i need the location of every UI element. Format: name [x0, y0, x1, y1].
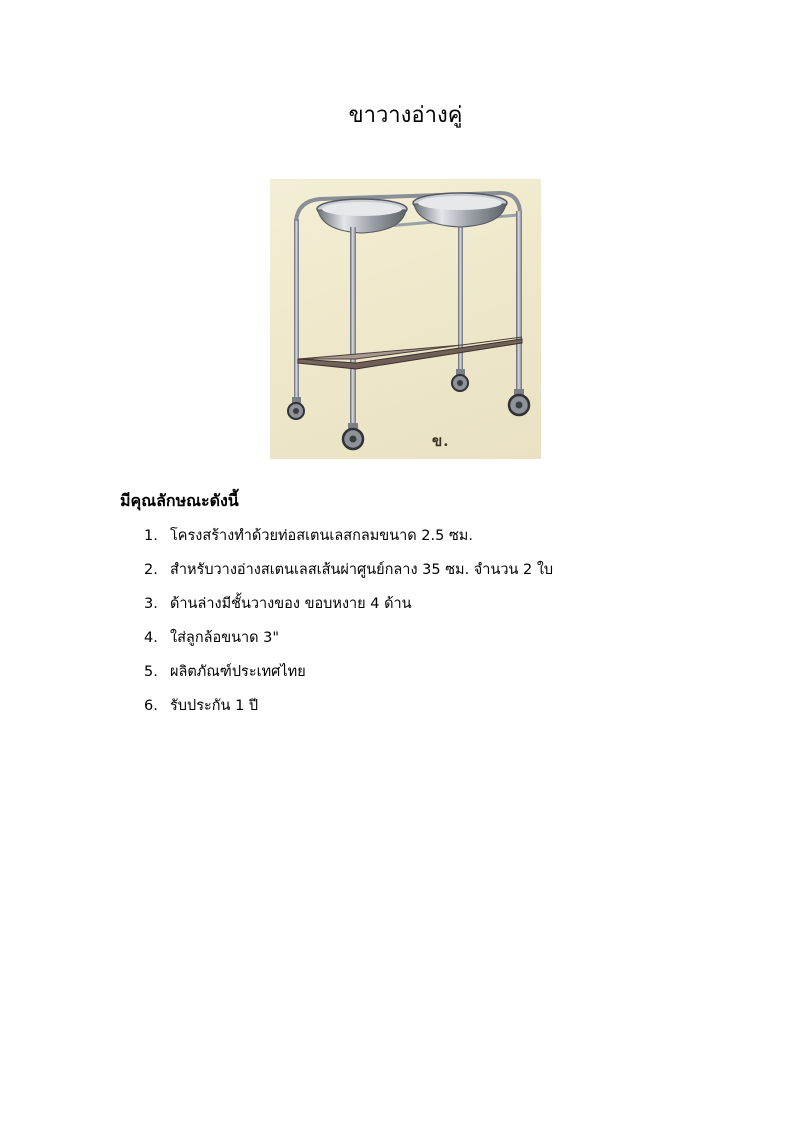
list-item-number: 4.	[144, 630, 158, 646]
page-title: ขาวางอ่างคู่	[348, 103, 463, 128]
figure-label: ข.	[432, 432, 450, 450]
front-left-leg	[350, 227, 356, 433]
list-item-number: 2.	[144, 562, 158, 578]
caster-back-right	[452, 369, 468, 391]
caster-front-right	[509, 389, 529, 415]
list-item	[144, 625, 553, 659]
front-right-leg	[516, 211, 522, 397]
feature-list	[144, 523, 553, 727]
list-item-text: รับประกัน 1 ปี	[170, 698, 259, 714]
caster-front-left	[343, 423, 363, 449]
list-item-text: ด้านล่างมีชั้นวางของ ขอบหงาย 4 ด้าน	[170, 596, 412, 612]
product-photo	[270, 179, 541, 459]
list-item	[144, 591, 553, 625]
list-item-number: 3.	[144, 596, 158, 612]
list-item-number: 6.	[144, 698, 158, 714]
lower-shelf	[298, 337, 522, 369]
list-item-number: 1.	[144, 528, 158, 544]
list-item-number: 5.	[144, 664, 158, 680]
list-item-text: ผลิตภัณฑ์ประเทศไทย	[170, 664, 306, 680]
list-item	[144, 659, 553, 693]
list-item-text: โครงสร้างทำด้วยท่อสเตนเลสกลมขนาด 2.5 ซม.	[170, 528, 473, 544]
caster-back-left	[288, 397, 304, 419]
features-heading: มีคุณลักษณะดังนี้	[120, 491, 239, 510]
list-item	[144, 523, 553, 557]
list-item-text: สำหรับวางอ่างสเตนเลสเส้นผ่าศูนย์กลาง 35 ซม. จำนวน 2 ใบ	[170, 562, 554, 578]
back-left-leg	[294, 219, 299, 409]
basin-left	[317, 199, 407, 233]
list-item-text: ใส่ลูกล้อขนาด 3"	[170, 630, 280, 646]
list-item	[144, 693, 553, 727]
list-item	[144, 557, 553, 591]
double-basin-stand-illustration	[270, 179, 541, 459]
